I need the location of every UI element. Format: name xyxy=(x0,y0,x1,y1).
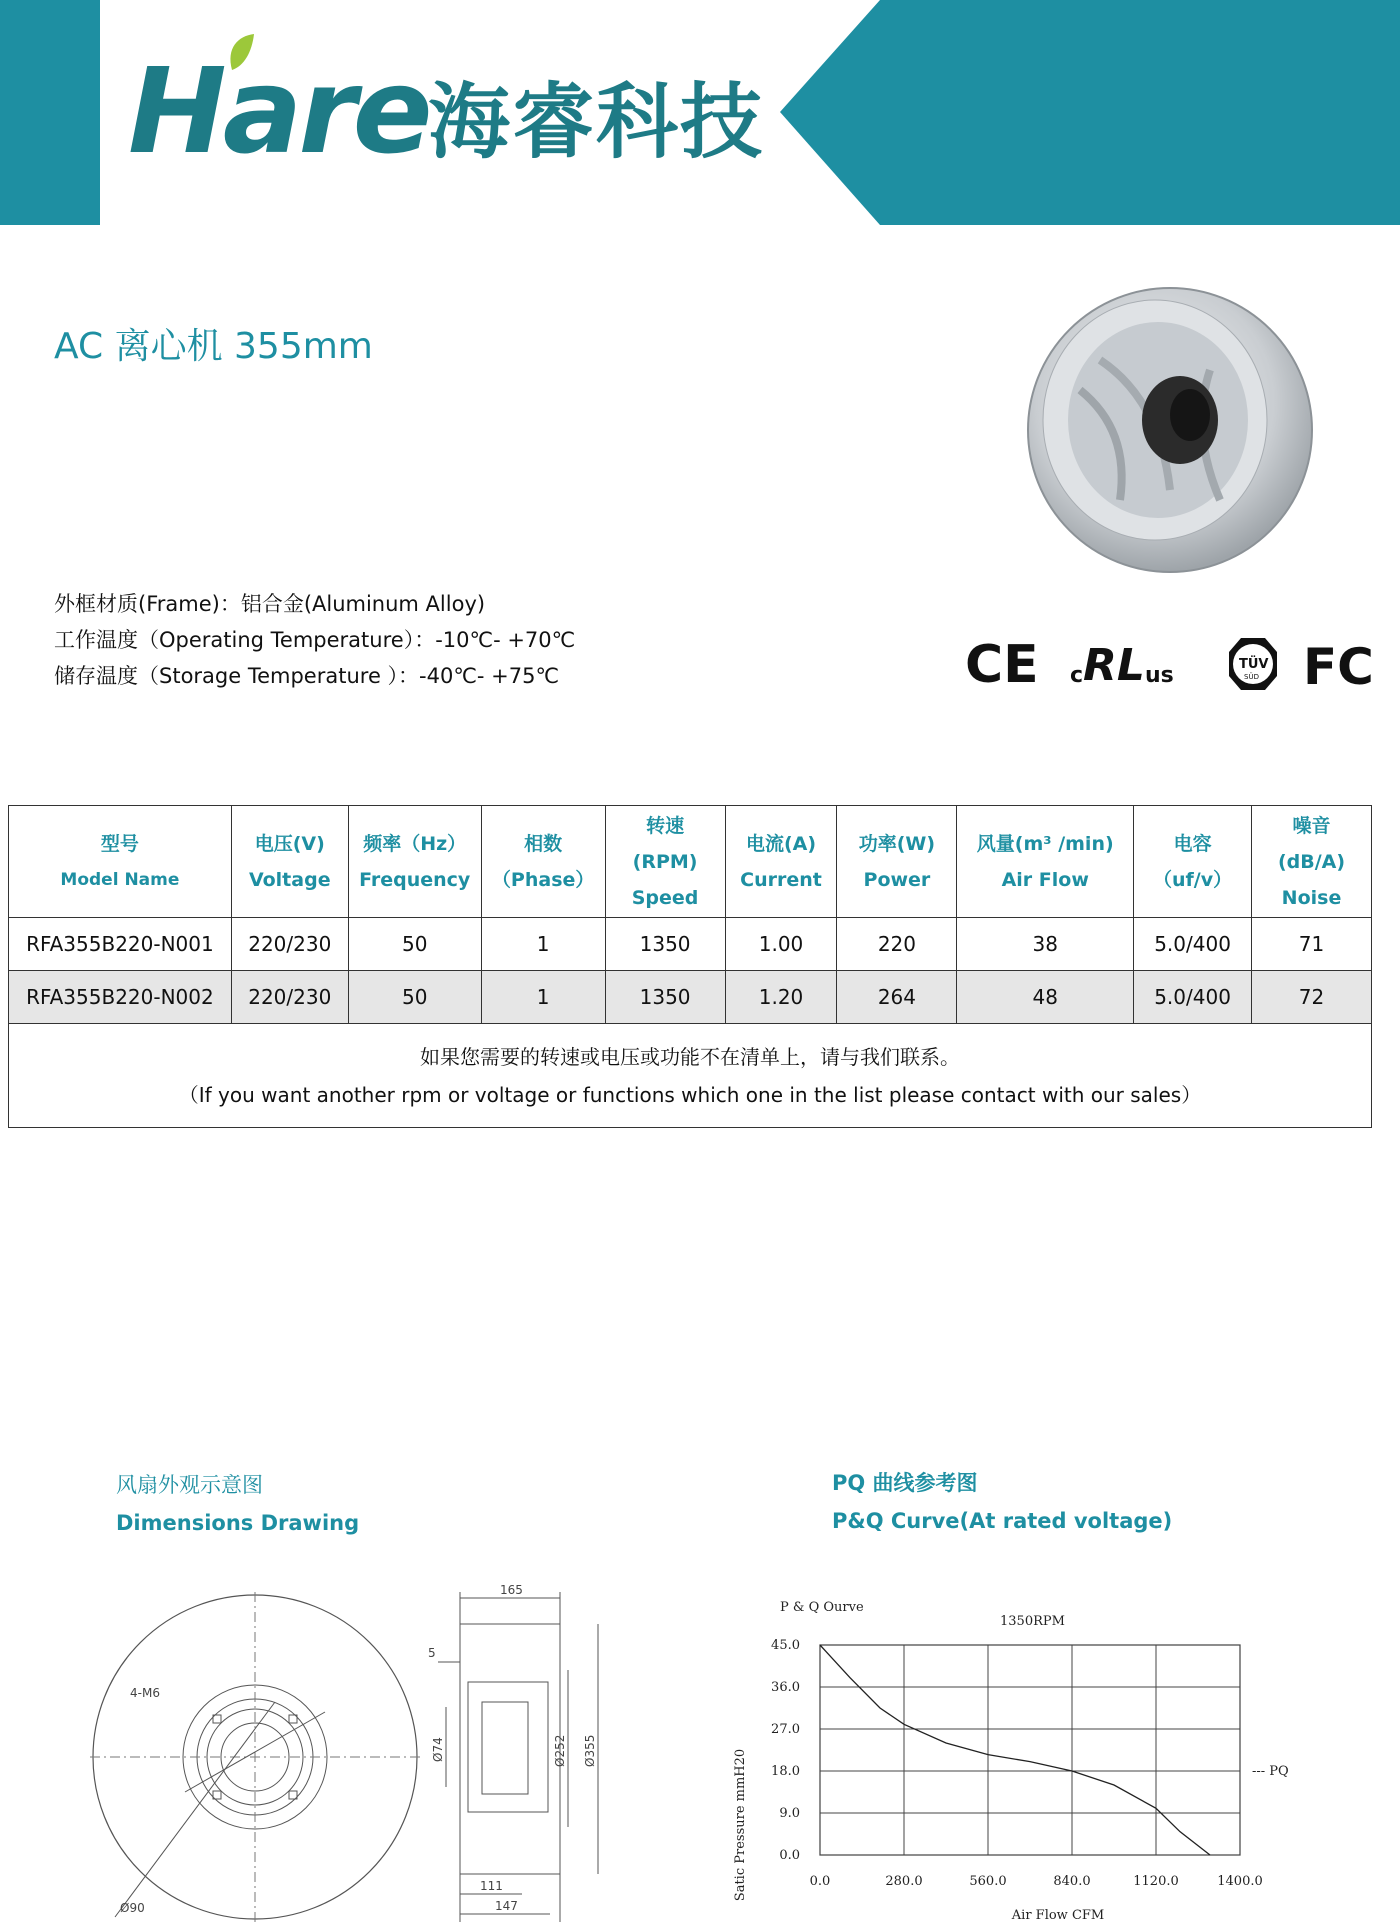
y-tick-label: 0.0 xyxy=(779,1848,800,1863)
d74-label: Ø74 xyxy=(431,1737,445,1762)
header-cn: 转速 xyxy=(646,814,685,837)
svg-text:CE: CE xyxy=(965,635,1039,695)
cell-power: 220 xyxy=(837,918,957,971)
cell-frequency: 50 xyxy=(348,971,481,1024)
right-teal-arrow xyxy=(780,0,1400,225)
header-mid: (RPM) xyxy=(632,850,698,873)
fan-product-image xyxy=(1020,280,1320,580)
x-tick-label: 560.0 xyxy=(969,1874,1007,1889)
w111-label: 111 xyxy=(480,1879,503,1893)
svg-text:TÜV: TÜV xyxy=(1239,657,1269,672)
spec-table xyxy=(8,805,1372,1128)
cell-speed: 1350 xyxy=(605,971,725,1024)
col-frequency xyxy=(348,806,481,918)
table-row xyxy=(9,918,1372,971)
y-axis-label: Satic Pressure mmH20 xyxy=(733,1748,748,1902)
col-model xyxy=(9,806,232,918)
cell-frequency: 50 xyxy=(348,918,481,971)
plot-frame xyxy=(820,1645,1240,1855)
svg-text:SÜD: SÜD xyxy=(1244,673,1259,681)
chart-subtitle: 1350RPM xyxy=(1000,1614,1065,1629)
header-cn: 电容 xyxy=(1173,832,1212,855)
cell-noise: 72 xyxy=(1252,971,1372,1024)
d252-label: Ø252 xyxy=(553,1734,567,1767)
header-mid: (dB/A) xyxy=(1277,850,1346,873)
header-cn: 电流(A) xyxy=(745,832,817,855)
y-tick-label: 18.0 xyxy=(771,1764,800,1779)
header-banner xyxy=(0,0,1400,225)
x-tick-label: 1400.0 xyxy=(1217,1874,1263,1889)
dimensions-title-en: Dimensions Drawing xyxy=(116,1511,360,1535)
d90-label: Ø90 xyxy=(120,1901,145,1915)
header-en: （uf/v） xyxy=(1153,868,1233,891)
cell-phase: 1 xyxy=(481,918,605,971)
tuv-logo xyxy=(1229,638,1277,690)
cell-current: 1.00 xyxy=(725,918,837,971)
series-line-pq xyxy=(820,1645,1210,1855)
cell-phase: 1 xyxy=(481,971,605,1024)
x-tick-label: 840.0 xyxy=(1053,1874,1091,1889)
cell-airflow: 38 xyxy=(957,918,1134,971)
cell-voltage: 220/230 xyxy=(231,918,348,971)
col-phase xyxy=(481,806,605,918)
cell-airflow: 48 xyxy=(957,971,1134,1024)
frame-spec: 外框材质(Frame)：铝合金(Aluminum Alloy) xyxy=(54,592,486,616)
cell-current: 1.20 xyxy=(725,971,837,1024)
cell-model: RFA355B220-N002 xyxy=(9,971,232,1024)
svg-text:FC: FC xyxy=(1303,638,1374,696)
svg-text:c: c xyxy=(1070,663,1084,688)
header-en: Noise xyxy=(1281,886,1342,909)
logo-chinese-name: 海睿科技 xyxy=(428,75,765,170)
series-layer xyxy=(820,1645,1210,1855)
product-title: AC 离心机 355mm xyxy=(54,326,373,367)
w165-label: 165 xyxy=(500,1583,523,1597)
x-tick-label: 0.0 xyxy=(809,1874,831,1889)
pq-heading xyxy=(832,1464,1172,1540)
header-cn: 型号 xyxy=(100,832,139,855)
cell-capacitor: 5.0/400 xyxy=(1134,971,1252,1024)
col-voltage xyxy=(231,806,348,918)
y-tick-label: 9.0 xyxy=(779,1806,800,1821)
w147-label: 147 xyxy=(495,1899,518,1913)
header-en: Frequency xyxy=(359,868,471,891)
storage-temp-spec: 储存温度（Storage Temperature ）：-40℃- +75℃ xyxy=(54,664,560,688)
table-row xyxy=(9,971,1372,1024)
col-capacitor xyxy=(1134,806,1252,918)
svg-text:us: us xyxy=(1145,663,1174,688)
dimensions-title-cn: 风扇外观示意图 xyxy=(116,1473,263,1497)
x-tick-label: 1120.0 xyxy=(1133,1874,1179,1889)
legend-entry-pq: --- PQ xyxy=(1252,1764,1289,1779)
header-cn: 电压(V) xyxy=(254,832,325,855)
header-en: Current xyxy=(740,868,822,891)
tick-layer xyxy=(771,1638,1263,1889)
front-view xyxy=(90,1592,420,1922)
left-teal-band xyxy=(0,0,100,225)
operating-temp-spec: 工作温度（Operating Temperature）：-10℃- +70℃ xyxy=(54,628,576,652)
header-en: Model Name xyxy=(60,869,180,890)
col-noise xyxy=(1252,806,1372,918)
y-tick-label: 36.0 xyxy=(771,1680,800,1695)
svg-text:RL: RL xyxy=(1083,640,1145,691)
col-power xyxy=(837,806,957,918)
cell-noise: 71 xyxy=(1252,918,1372,971)
legend-layer xyxy=(1252,1764,1289,1779)
cell-voltage: 220/230 xyxy=(231,971,348,1024)
table-header-row xyxy=(9,806,1372,918)
w5-label: 5 xyxy=(428,1646,436,1660)
table-note-row xyxy=(9,1024,1372,1128)
header-en: Speed xyxy=(631,886,699,909)
cell-model: RFA355B220-N001 xyxy=(9,918,232,971)
table-note xyxy=(9,1024,1372,1128)
fc-logo xyxy=(1303,638,1374,696)
col-speed xyxy=(605,806,725,918)
cell-capacitor: 5.0/400 xyxy=(1134,918,1252,971)
pq-title-cn: PQ 曲线参考图 xyxy=(832,1471,978,1495)
dimensions-heading xyxy=(116,1466,359,1542)
note-en: （If you want another rpm or voltage or functions which one in the list please contact with our sales） xyxy=(178,1082,1202,1107)
pq-title-en: P&Q Curve(At rated voltage) xyxy=(832,1509,1173,1533)
ul-logo xyxy=(1070,640,1174,691)
certification-logos xyxy=(965,630,1374,700)
cell-speed: 1350 xyxy=(605,918,725,971)
x-tick-label: 280.0 xyxy=(885,1874,923,1889)
y-tick-label: 45.0 xyxy=(771,1638,800,1653)
note-cn: 如果您需要的转速或电压或功能不在清单上，请与我们联系。 xyxy=(420,1044,960,1069)
dimensions-drawing xyxy=(90,1582,710,1932)
holes-label: 4-M6 xyxy=(130,1686,160,1700)
header-cn: 频率（Hz） xyxy=(363,832,467,855)
side-view xyxy=(438,1592,598,1922)
col-airflow xyxy=(957,806,1134,918)
header-en: Voltage xyxy=(248,868,331,891)
pq-chart xyxy=(720,1585,1360,1925)
ce-logo xyxy=(965,635,1039,695)
header-en: Power xyxy=(863,868,931,891)
header-cn: 相数 xyxy=(524,832,563,855)
y-tick-label: 27.0 xyxy=(771,1722,800,1737)
header-cn: 风量(m³ /min) xyxy=(976,832,1114,855)
cell-power: 264 xyxy=(837,971,957,1024)
header-cn: 噪音 xyxy=(1292,814,1331,837)
grid-layer xyxy=(820,1645,1240,1855)
col-current xyxy=(725,806,837,918)
x-axis-label: Air Flow CFM xyxy=(1011,1908,1105,1923)
header-en: （Phase） xyxy=(491,868,595,891)
header-en: Air Flow xyxy=(1001,868,1089,891)
logo-wordmark: Hare xyxy=(128,42,429,180)
chart-title: P & Q Ourve xyxy=(780,1600,864,1615)
header-cn: 功率(W) xyxy=(858,832,936,855)
d355-label: Ø355 xyxy=(583,1734,597,1767)
spec-list xyxy=(54,586,575,694)
